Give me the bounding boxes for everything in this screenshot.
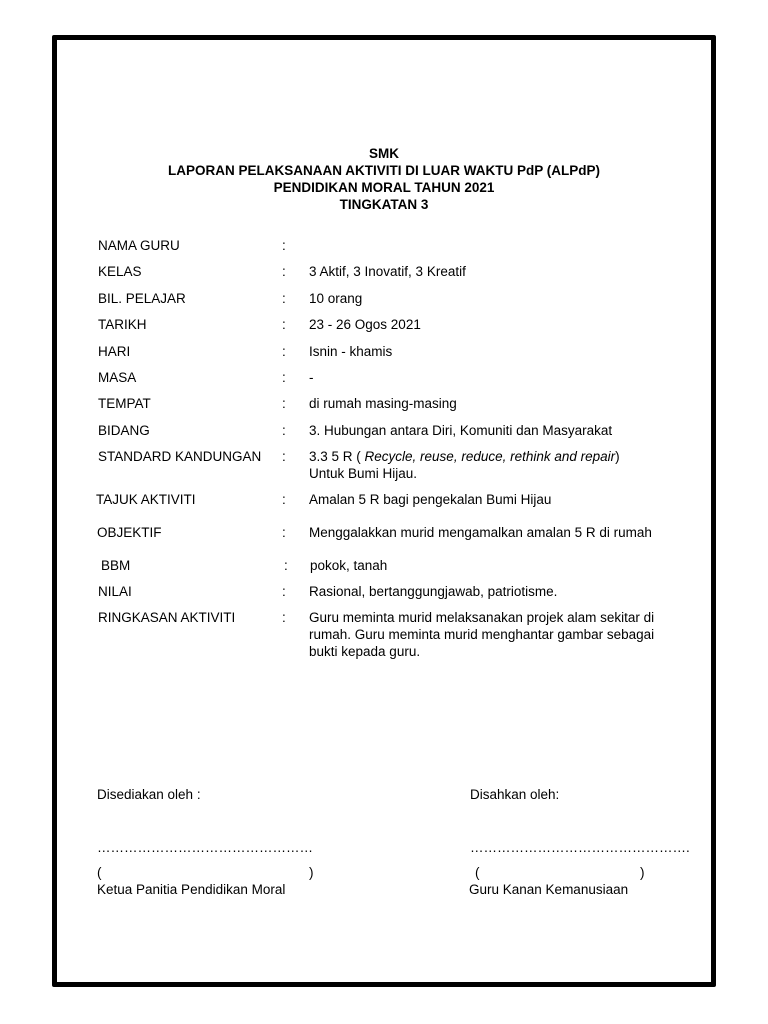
- field-colon: :: [282, 525, 286, 540]
- field-value: pokok, tanah: [310, 558, 388, 573]
- field-colon: :: [282, 291, 286, 306]
- prepared-by-paren-open: (: [97, 865, 102, 880]
- field-label: HARI: [98, 344, 131, 359]
- field-value: 3 Aktif, 3 Inovatif, 3 Kreatif: [309, 264, 466, 279]
- prepared-by-signature-line: …………………………………………: [97, 840, 313, 855]
- field-colon: :: [282, 610, 286, 625]
- field-colon: :: [282, 238, 286, 253]
- field-colon: :: [282, 584, 286, 599]
- field-label: BIL. PELAJAR: [98, 291, 186, 306]
- field-label: TARIKH: [98, 317, 147, 332]
- field-colon: :: [282, 492, 286, 507]
- value-line2: rumah. Guru meminta murid menghantar gambar sebagai: [309, 627, 655, 642]
- value-italic: Recycle, reuse, reduce, rethink and repair: [360, 449, 616, 464]
- field-label: BBM: [101, 558, 131, 573]
- document-header: [52, 145, 716, 213]
- report-title: LAPORAN PELAKSANAAN AKTIVITI DI LUAR WAKTU PdP (ALPdP): [168, 163, 600, 178]
- field-label: BIDANG: [98, 423, 150, 438]
- subject-year: PENDIDIKAN MORAL TAHUN 2021: [273, 180, 495, 195]
- field-label: TAJUK AKTIVITI: [96, 492, 196, 507]
- field-value: 3. Hubungan antara Diri, Komuniti dan Masyarakat: [309, 423, 613, 438]
- value-line1: Guru meminta murid melaksanakan projek alam sekitar di: [309, 610, 655, 625]
- field-colon: :: [282, 423, 286, 438]
- value-prefix: 3.3 5 R (: [309, 449, 361, 464]
- field-label: KELAS: [98, 264, 142, 279]
- field-value: 23 - 26 Ogos 2021: [309, 317, 421, 332]
- field-value: [309, 448, 679, 482]
- approved-by-label: Disahkan oleh:: [470, 787, 560, 802]
- field-label: MASA: [98, 370, 137, 385]
- value-line2: Untuk Bumi Hijau.: [309, 466, 418, 481]
- field-label: STANDARD KANDUNGAN: [98, 449, 262, 464]
- field-value: di rumah masing-masing: [309, 396, 457, 411]
- field-value: Isnin - khamis: [309, 344, 393, 359]
- approved-by-paren-close: ): [640, 865, 645, 880]
- prepared-by-label: Disediakan oleh :: [97, 787, 201, 802]
- field-colon: :: [282, 264, 286, 279]
- field-value: Menggalakkan murid mengamalkan amalan 5 R di rumah: [309, 525, 652, 540]
- field-label: NILAI: [98, 584, 132, 599]
- approved-by-signature-line: ………………………………………….: [470, 840, 690, 855]
- field-label: RINGKASAN AKTIVITI: [98, 610, 236, 625]
- field-label: TEMPAT: [98, 396, 151, 411]
- field-value: [309, 609, 679, 660]
- field-value: -: [309, 370, 314, 385]
- field-colon: :: [282, 370, 286, 385]
- school-name: SMK: [369, 146, 399, 161]
- field-value: 10 orang: [309, 291, 363, 306]
- field-colon: :: [282, 317, 286, 332]
- field-colon: :: [282, 396, 286, 411]
- approved-by-role: Guru Kanan Kemanusiaan: [469, 882, 629, 897]
- prepared-by-role: Ketua Panitia Pendidikan Moral: [97, 882, 286, 897]
- prepared-by-paren-close: ): [309, 865, 314, 880]
- value-line3: bukti kepada guru.: [309, 644, 421, 659]
- field-colon: :: [284, 558, 288, 573]
- approved-by-paren-open: (: [475, 865, 480, 880]
- field-value: Rasional, bertanggungjawab, patriotisme.: [309, 584, 558, 599]
- form-level: TINGKATAN 3: [339, 197, 429, 212]
- field-colon: :: [282, 344, 286, 359]
- value-suffix: ): [615, 449, 620, 464]
- field-value: Amalan 5 R bagi pengekalan Bumi Hijau: [309, 492, 552, 507]
- field-colon: :: [282, 449, 286, 464]
- field-label: OBJEKTIF: [97, 525, 162, 540]
- field-label: NAMA GURU: [98, 238, 180, 253]
